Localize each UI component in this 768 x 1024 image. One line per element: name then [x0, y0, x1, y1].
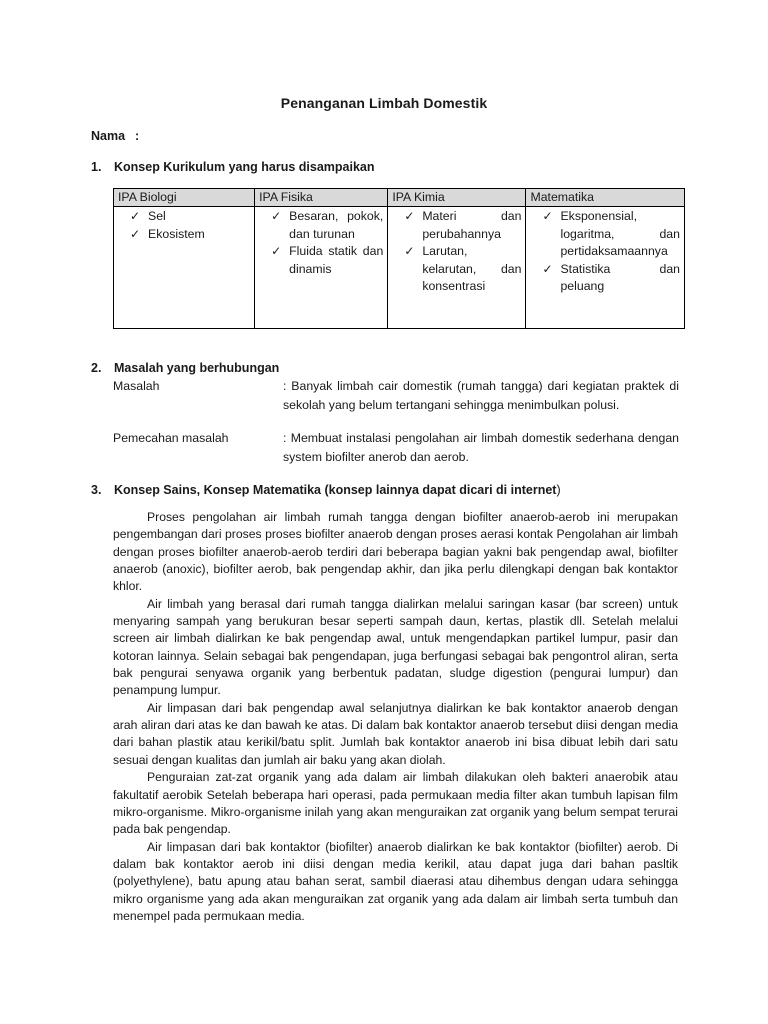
section-3-body [113, 509, 678, 925]
section-2-number: 2. [91, 361, 102, 375]
section-3-title: Konsep Sains, Konsep Matematika (konsep lainnya dapat dicari di internet [114, 483, 557, 497]
paragraph: Air limpasan dari bak kontaktor (biofilter) anaerob dialirkan ke bak kontaktor (biofilter) aerob. Di dalam bak kontaktor aerob ini diisi dengan media kerikil, atau dapat juga dari bahan pasltik (polyethylene), batu apung atau bahan serat, sambil diaerasi atau dihembus dengan udara sehingga mikro organisme yang ada akan menguraikan zat organik yang ada dalam air limbah serta tumbuh dan menempel pada permukaan media. [113, 839, 678, 923]
header-matematika: Matematika [526, 189, 685, 207]
curriculum-table-row [114, 207, 685, 329]
list-item: ✓ Eksponensial, logaritma, dan pertidaksamaannya [542, 209, 680, 258]
check-icon: ✓ [271, 244, 282, 258]
problem-value: : Banyak limbah cair domestik (rumah tangga) dari kegiatan praktek di sekolah yang belum tertangani sehingga menimbulkan polusi. [283, 379, 679, 412]
check-icon: ✓ [542, 209, 553, 223]
section-1-heading [91, 160, 374, 174]
check-icon: ✓ [404, 244, 415, 258]
paragraph: Proses pengolahan air limbah rumah tangga dengan biofilter anaerob-aerob ini merupakan pengembangan dari proses proses biofilter anaerob dengan proses aerasi kontak Pengolahan air limbah dengan proses biofilter anaerob-aerob terdiri dari beberapa bagian yakni bak pengendap awal, biofilter anaerob (anoxic), biofilter aerob, bak pengendap akhir, dan jika perlu dilengkapi dengan bak kontaktor khlor. [113, 510, 678, 594]
name-colon: : [135, 129, 140, 143]
section-3-number: 3. [91, 483, 102, 497]
solution-value: : Membuat instalasi pengolahan air limbah domestik sederhana dengan system biofilter anerob dan aerob. [283, 431, 679, 464]
check-icon: ✓ [271, 209, 282, 223]
check-icon: ✓ [130, 209, 141, 223]
solution-label: Pemecahan masalah [113, 431, 229, 445]
list-item: ✓ Besaran, pokok, dan turunan [271, 209, 384, 241]
list-item: ✓ Ekosistem [118, 226, 250, 244]
check-icon: ✓ [130, 226, 141, 241]
paragraph: Air limbah yang berasal dari rumah tangga dialirkan melalui saringan kasar (bar screen) untuk menyaring sampah yang berukuran besar seperti sampah daun, kertas, plastik dll. Setelah melalui screen air limbah dialirkan ke bak pengendap awal, untuk mengendapkan partikel lumpur, pasir dan kotoran lainnya. Selain sebagai bak pengendapan, juga berfungasi sebagai bak pengontrol aliran, serta bak pengurai senyawa organik yang berbentuk padatan, sludge digestion (pengurai lumpur) dan penampung lumpur. [113, 596, 678, 698]
name-line [91, 129, 139, 143]
cell-matematika [526, 207, 685, 329]
section-1-number: 1. [91, 160, 102, 174]
list-item: ✓ Statistika dan peluang [542, 261, 680, 293]
header-ipa-biologi: IPA Biologi [114, 189, 255, 207]
paragraph: Air limpasan dari bak pengendap awal selanjutnya dialirkan ke bak kontaktor anaerob dengan arah aliran dari atas ke dan bawah ke atas. Di dalam bak kontaktor anaerob tersebut diisi dengan media dari bahan plastik atau kerikil/batu split. Jumlah bak kontaktor anaerob ini bisa dibuat lebih dari satu sesuai dengan kualitas dan jumlah air baku yang akan diolah. [113, 700, 678, 767]
section-2-heading [91, 361, 279, 375]
cell-ipa-kimia [388, 207, 526, 329]
section-3-title-close: ) [556, 483, 561, 497]
header-ipa-kimia: IPA Kimia [388, 189, 526, 207]
check-icon: ✓ [542, 261, 553, 276]
section-3-heading [91, 483, 561, 497]
section-1-title: Konsep Kurikulum yang harus disampaikan [114, 160, 375, 174]
list-item: ✓ Sel [118, 208, 250, 226]
curriculum-table-header-row [114, 189, 685, 207]
name-label: Nama [91, 129, 126, 143]
list-item: ✓ Larutan, kelarutan, dan konsentrasi [404, 244, 522, 293]
problem-label: Masalah [113, 379, 160, 393]
document-title: Penanganan Limbah Domestik [280, 95, 488, 111]
cell-ipa-biologi [114, 207, 255, 329]
curriculum-table [113, 188, 685, 329]
paragraph: Penguraian zat-zat organik yang ada dalam air limbah dilakukan oleh bakteri anaerobik atau fakultatif aerobik Setelah beberapa hari operasi, pada permukaan media filter akan tumbuh lapisan film mikro-organisme. Mikro-organisme inilah yang akan menguraikan zat organik yang belum sempat terurai pada bak pengendap. [113, 770, 678, 837]
list-item: ✓ Materi dan perubahannya [404, 209, 522, 241]
cell-ipa-fisika [255, 207, 388, 329]
list-item: ✓ Fluida statik dan dinamis [271, 244, 384, 276]
section-2-title: Masalah yang berhubungan [114, 361, 280, 375]
header-ipa-fisika: IPA Fisika [255, 189, 388, 207]
check-icon: ✓ [404, 209, 415, 223]
